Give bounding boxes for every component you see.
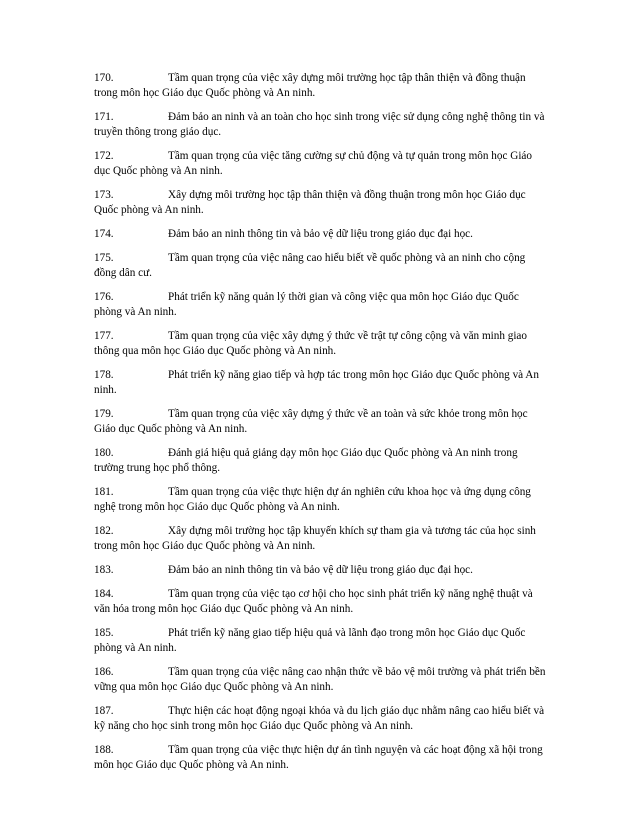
item-number: 178.	[94, 369, 114, 381]
item-number: 179.	[94, 408, 114, 420]
item-text: Đảm bảo an ninh thông tin và bảo vệ dữ liệu trong giáo dục đại học.	[168, 564, 473, 576]
item-number: 172.	[94, 150, 114, 162]
list-item	[94, 149, 546, 179]
item-number: 170.	[94, 72, 114, 84]
item-text: Phát triển kỹ năng giao tiếp hiệu quả và lãnh đạo trong môn học Giáo dục Quốc phòng và An ninh.	[94, 627, 526, 654]
item-text: Đảm bảo an ninh và an toàn cho học sinh trong việc sử dụng công nghệ thông tin và truyền thông trong giáo dục.	[94, 111, 545, 138]
numbered-topic-list	[94, 71, 546, 782]
item-text: Tầm quan trọng của việc xây dựng ý thức về trật tự công cộng và văn minh giao thông qua môn học Giáo dục Quốc phòng và An ninh.	[94, 330, 527, 357]
item-text: Thực hiện các hoạt động ngoại khóa và du lịch giáo dục nhằm nâng cao hiểu biết và kỹ năng cho học sinh trong môn học Giáo dục Quốc phòng và An ninh.	[94, 705, 545, 732]
item-number: 173.	[94, 189, 114, 201]
item-text: Tầm quan trọng của việc tạo cơ hội cho học sinh phát triển kỹ năng nghệ thuật và văn hóa trong môn học Giáo dục Quốc phòng và An ninh.	[94, 588, 533, 615]
list-item	[94, 446, 546, 476]
list-item	[94, 329, 546, 359]
item-text: Đảm bảo an ninh thông tin và bảo vệ dữ liệu trong giáo dục đại học.	[168, 228, 473, 240]
item-text: Tầm quan trọng của việc tăng cường sự chủ động và tự quản trong môn học Giáo dục Quốc phòng và An ninh.	[94, 150, 532, 177]
item-text: Xây dựng môi trường học tập thân thiện và đồng thuận trong môn học Giáo dục Quốc phòng và An ninh.	[94, 189, 526, 216]
item-number: 186.	[94, 666, 114, 678]
list-item	[94, 407, 546, 437]
item-text: Tầm quan trọng của việc xây dựng môi trường học tập thân thiện và đồng thuận trong môn học Giáo dục Quốc phòng và An ninh.	[94, 72, 526, 99]
item-number: 174.	[94, 228, 114, 240]
item-number: 187.	[94, 705, 114, 717]
list-item	[94, 704, 546, 734]
item-number: 171.	[94, 111, 114, 123]
item-text: Đánh giá hiệu quả giảng dạy môn học Giáo dục Quốc phòng và An ninh trong trường trung học phổ thông.	[94, 447, 518, 474]
item-number: 183.	[94, 564, 114, 576]
list-item	[94, 485, 546, 515]
item-number: 176.	[94, 291, 114, 303]
item-number: 181.	[94, 486, 114, 498]
item-number: 184.	[94, 588, 114, 600]
item-number: 175.	[94, 252, 114, 264]
item-text: Tầm quan trọng của việc xây dựng ý thức về an toàn và sức khỏe trong môn học Giáo dục Quốc phòng và An ninh.	[94, 408, 528, 435]
item-text: Xây dựng môi trường học tập khuyến khích sự tham gia và tương tác của học sinh trong môn học Giáo dục Quốc phòng và An ninh.	[94, 525, 536, 552]
list-item	[94, 188, 546, 218]
list-item	[94, 290, 546, 320]
list-item	[94, 665, 546, 695]
list-item	[94, 368, 546, 398]
list-item	[94, 251, 546, 281]
item-text: Tầm quan trọng của việc nâng cao nhận thức về bảo vệ môi trường và phát triển bền vững qua môn học Giáo dục Quốc phòng và An ninh.	[94, 666, 546, 693]
item-text: Phát triển kỹ năng giao tiếp và hợp tác trong môn học Giáo dục Quốc phòng và An ninh.	[94, 369, 539, 396]
list-item	[94, 743, 546, 773]
list-item	[94, 524, 546, 554]
item-number: 177.	[94, 330, 114, 342]
item-number: 180.	[94, 447, 114, 459]
list-item	[94, 563, 546, 578]
item-number: 182.	[94, 525, 114, 537]
item-text: Phát triển kỹ năng quản lý thời gian và công việc qua môn học Giáo dục Quốc phòng và An ninh.	[94, 291, 519, 318]
list-item	[94, 110, 546, 140]
item-text: Tầm quan trọng của việc nâng cao hiểu biết về quốc phòng và an ninh cho cộng đồng dân cư.	[94, 252, 526, 279]
item-text: Tầm quan trọng của việc thực hiện dự án tình nguyện và các hoạt động xã hội trong môn học Giáo dục Quốc phòng và An ninh.	[94, 744, 543, 771]
list-item	[94, 587, 546, 617]
list-item	[94, 626, 546, 656]
list-item	[94, 71, 546, 101]
item-number: 185.	[94, 627, 114, 639]
item-number: 188.	[94, 744, 114, 756]
item-text: Tầm quan trọng của việc thực hiện dự án nghiên cứu khoa học và ứng dụng công nghệ trong môn học Giáo dục Quốc phòng và An ninh.	[94, 486, 531, 513]
list-item	[94, 227, 546, 242]
